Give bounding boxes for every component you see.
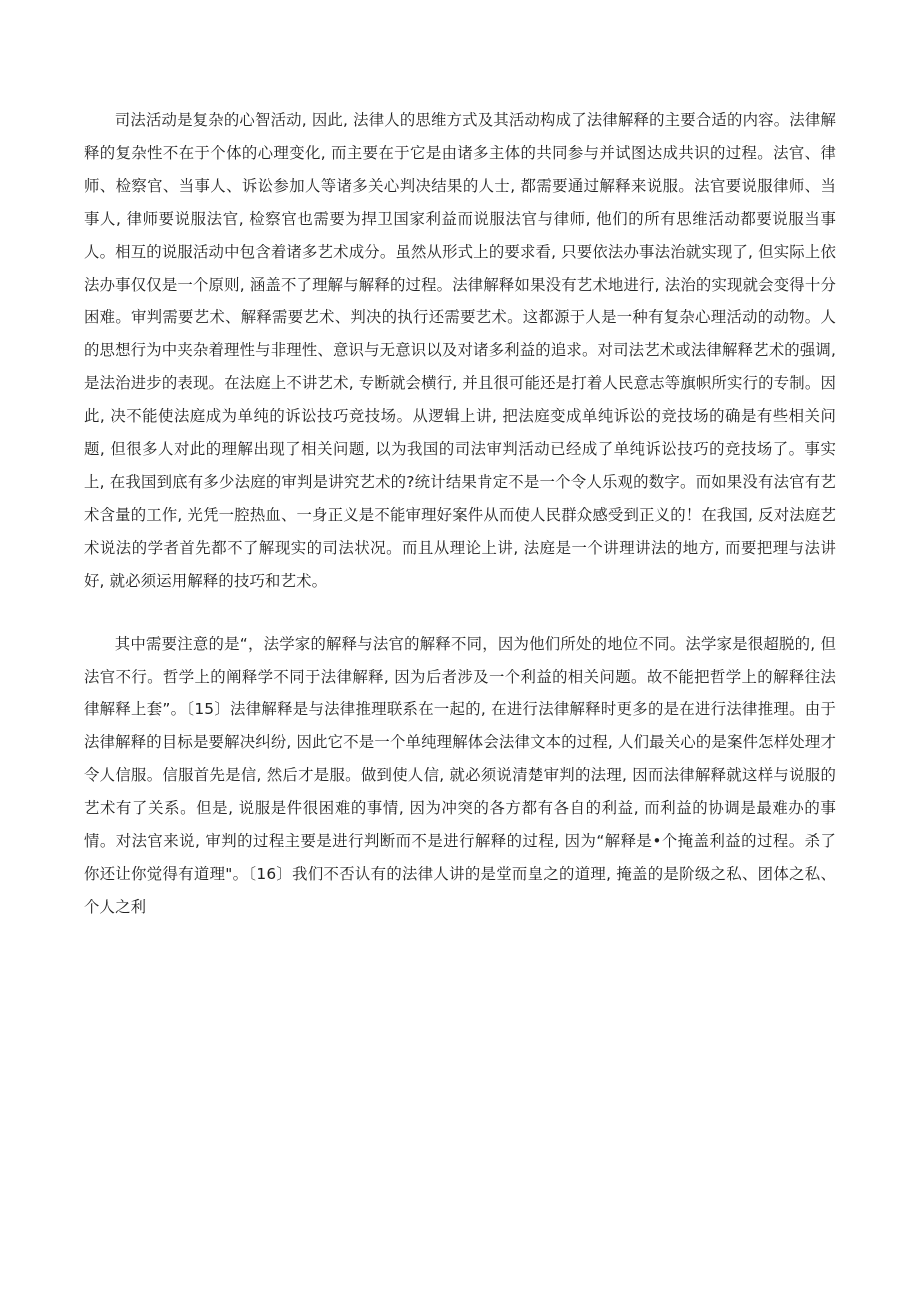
- body-paragraph-1: 司法活动是复杂的心智活动, 因此, 法律人的思维方式及其活动构成了法律解释的主要合适的内容。法律解释的复杂性不在于个体的心理变化, 而主要在于它是由诸多主体的共同参与并试图达成共识的过程。法官、律师、检察官、当事人、诉讼参加人等诸多关心判决结果的人士, 都需要通过解释来说服。法官要说服律师、当事人, 律师要说服法官, 检察官也需要为捍卫国家利益而说服法官与律师, 他们的所有思维活动都要说服当事人。相互的说服活动中包含着诸多艺术成分。虽然从形式上的要求看, 只要依法办事法治就实现了, 但实际上依法办事仅仅是一个原则, 涵盖不了理解与解释的过程。法律解释如果没有艺术地进行, 法治的实现就会变得十分困难。审判需要艺术、解释需要艺术、判决的执行还需要艺术。这都源于人是一种有复杂心理活动的动物。人的思想行为中夹杂着理性与非理性、意识与无意识以及对诸多利益的追求。对司法艺术或法律解释艺术的强调, 是法治进步的表现。在法庭上不讲艺术, 专断就会横行, 并且很可能还是打着人民意志等旗帜所实行的专制。因此, 决不能使法庭成为单纯的诉讼技巧竞技场。从逻辑上讲, 把法庭变成单纯诉讼的竞技场的确是有些相关问题, 但很多人对此的理解出现了相关问题, 以为我国的司法审判活动已经成了单纯诉讼技巧的竞技场了。事实上, 在我国到底有多少法庭的审判是讲究艺术的?统计结果肯定不是一个令人乐观的数字。而如果没有法官有艺术含量的工作, 光凭一腔热血、一身正义是不能审理好案件从而使人民群众感受到正义的！在我国, 反对法庭艺术说法的学者首先都不了解现实的司法状况。而且从理论上讲, 法庭是一个讲理讲法的地方, 而要把理与法讲好, 就必须运用解释的技巧和艺术。: [84, 111, 836, 590]
- document-body: [84, 104, 836, 924]
- body-paragraph-2: 其中需要注意的是“，法学家的解释与法官的解释不同，因为他们所处的地位不同。法学家是很超脱的, 但法官不行。哲学上的阐释学不同于法律解释, 因为后者涉及一个利益的相关问题。故不能把哲学上的解释往法律解释上套”。〔15〕法律解释是与法律推理联系在一起的, 在进行法律解释时更多的是在进行法律推理。由于法律解释的目标是要解决纠纷, 因此它不是一个单纯理解体会法律文本的过程, 人们最关心的是案件怎样处理才令人信服。信服首先是信, 然后才是服。做到使人信, 就必须说清楚审判的法理, 因而法律解释就这样与说服的艺术有了关系。但是, 说服是件很困难的事情, 因为冲突的各方都有各自的利益, 而利益的协调是最难办的事情。对法官来说, 审判的过程主要是进行判断而不是进行解释的过程, 因为“解释是•个掩盖利益的过程。杀了你还让你觉得有道理"。〔16〕我们不否认有的法律人讲的是堂而皇之的道理, 掩盖的是阶级之私、团体之私、个人之利: [84, 634, 836, 916]
